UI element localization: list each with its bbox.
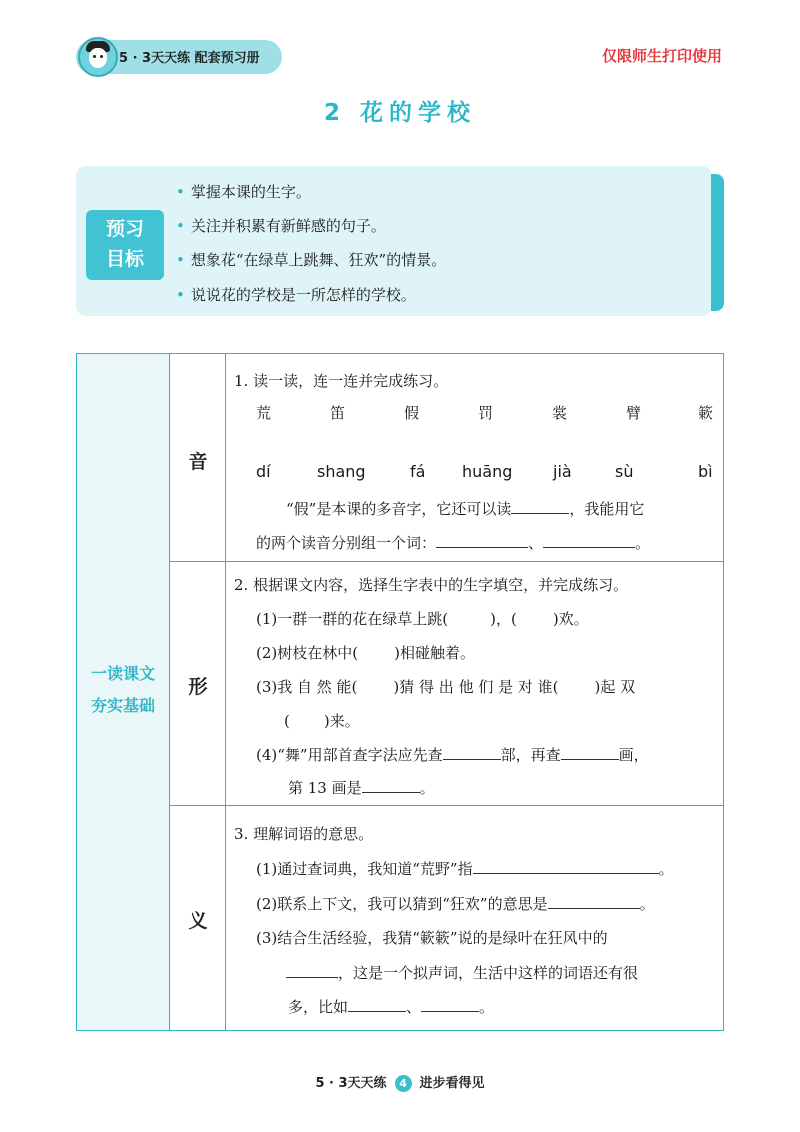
footer-series: 5 · 3天天练 — [315, 1076, 387, 1091]
series-label: 5 · 3天天练 配套预习册 — [119, 51, 260, 66]
text-part: “假”是本课的多音字，它还可以读 — [286, 500, 512, 518]
bullet-icon: • — [176, 251, 185, 269]
text-part: 、 — [406, 998, 422, 1016]
pinyin: sù — [615, 462, 634, 481]
text-part: )起 双 — [594, 678, 636, 696]
section-label-sound: 音 — [188, 451, 208, 473]
side-label — [77, 658, 169, 722]
character: 簌 — [698, 404, 714, 422]
row-divider — [170, 561, 724, 562]
text-part: 。 — [639, 895, 655, 913]
text-part: 、 — [528, 534, 544, 552]
print-notice: 仅限师生打印使用 — [601, 47, 722, 65]
footer-slogan: 进步看得见 — [419, 1076, 485, 1091]
text-part: 第 13 画是 — [288, 779, 362, 797]
meaning-item-3-cont2 — [288, 996, 494, 1017]
shape-sentence-4-cont — [288, 777, 435, 798]
goal-text: 关注并积累有新鲜感的句子。 — [190, 217, 386, 235]
answer-blank[interactable] — [543, 533, 635, 548]
shape-sentence-2 — [256, 642, 475, 663]
character: 假 — [404, 404, 420, 422]
text-part: 的两个读音分别组一个词： — [256, 534, 437, 552]
text-part: (1)一群一群的花在绿草上跳( — [256, 610, 449, 628]
answer-blank[interactable] — [548, 894, 640, 909]
text-part: (2)树枝在林中( — [256, 644, 359, 662]
goals-label-line1: 预习 — [105, 218, 144, 240]
character: 裳 — [552, 404, 568, 422]
character: 罚 — [478, 404, 494, 422]
pinyin: bì — [698, 462, 713, 481]
text-part: (1)通过查词典，我知道“荒野”指 — [256, 860, 473, 878]
character: 臂 — [626, 404, 642, 422]
text-part: ，这是一个拟声词，生活中这样的词语还有很 — [338, 964, 639, 982]
bullet-icon: • — [176, 217, 185, 235]
section-label-shape: 形 — [188, 676, 208, 698]
answer-blank[interactable] — [473, 859, 659, 874]
text-part: 。 — [635, 534, 651, 552]
shape-sentence-4 — [256, 744, 649, 765]
text-part: )来。 — [323, 712, 360, 730]
text-part: 部，再查 — [500, 746, 561, 764]
bullet-icon: • — [176, 183, 185, 201]
table-divider — [225, 353, 226, 1031]
goals-side-tab — [711, 174, 724, 311]
text-part: (4)“舞”用部首查字法应先查 — [256, 746, 443, 764]
answer-blank[interactable] — [348, 997, 406, 1012]
pinyin: shang — [317, 462, 366, 481]
text-part: )相碰触着。 — [394, 644, 475, 662]
meaning-item-2 — [256, 893, 655, 914]
goal-item — [176, 249, 446, 270]
answer-blank[interactable] — [286, 963, 338, 978]
question-2: 2. 根据课文内容，选择生字表中的生字填空，并完成练习。 — [234, 576, 629, 594]
side-label-line1: 一读课文 — [90, 664, 155, 683]
text-part: )，( — [490, 610, 517, 628]
row-divider — [170, 805, 724, 806]
text-part: (3)我 自 然 能( — [256, 678, 358, 696]
text-part: 画， — [618, 746, 649, 764]
goal-text: 想象花“在绿草上跳舞、狂欢”的情景。 — [190, 251, 447, 269]
character: 笛 — [330, 404, 346, 422]
text-part: 多，比如 — [288, 998, 349, 1016]
page-number: 4 — [395, 1075, 412, 1092]
bullet-icon: • — [176, 286, 185, 304]
text-part: (2)联系上下文，我可以猜到“狂欢”的意思是 — [256, 895, 548, 913]
shape-sentence-3-cont — [284, 710, 360, 731]
pinyin: dí — [256, 462, 271, 481]
character: 荒 — [256, 404, 272, 422]
text-part: ，我能用它 — [569, 500, 645, 518]
text-part: )欢。 — [552, 610, 589, 628]
sound-line-1 — [286, 498, 644, 519]
meaning-item-3-cont — [286, 962, 638, 983]
answer-blank[interactable] — [362, 778, 420, 793]
answer-blank[interactable] — [436, 533, 528, 548]
text-part: )猜 得 出 他 们 是 对 谁( — [393, 678, 559, 696]
question-3: 3. 理解词语的意思。 — [234, 825, 374, 843]
meaning-item-1 — [256, 858, 674, 879]
meaning-item-3: (3)结合生活经验，我猜“簌簌”说的是绿叶在狂风中的 — [256, 929, 608, 947]
goal-item — [176, 215, 386, 236]
shape-sentence-3 — [256, 676, 635, 697]
answer-blank[interactable] — [443, 745, 501, 760]
answer-blank[interactable] — [561, 745, 619, 760]
pinyin: huāng — [462, 462, 513, 481]
goal-text: 说说花的学校是一所怎样的学校。 — [190, 286, 416, 304]
goal-text: 掌握本课的生字。 — [190, 183, 311, 201]
answer-blank[interactable] — [511, 499, 569, 514]
table-divider — [169, 353, 170, 1031]
section-label-meaning: 义 — [188, 910, 208, 932]
page-footer — [0, 1072, 800, 1092]
side-label-line2: 夯实基础 — [90, 696, 155, 715]
text-part: 。 — [479, 998, 495, 1016]
pinyin: jià — [553, 462, 572, 481]
goal-item — [176, 284, 416, 305]
text-part: 。 — [658, 860, 674, 878]
question-1: 1. 读一读，连一连并完成练习。 — [234, 372, 449, 390]
goals-label-line2: 目标 — [105, 248, 144, 270]
goals-label — [86, 210, 164, 280]
lesson-title: 2 花的学校 — [323, 100, 476, 126]
pinyin: fá — [410, 462, 426, 481]
answer-blank[interactable] — [421, 997, 479, 1012]
sound-line-2 — [256, 532, 650, 553]
mascot-icon — [78, 37, 118, 77]
goal-item — [176, 181, 311, 202]
shape-sentence-1 — [256, 608, 589, 629]
text-part: ( — [284, 712, 290, 730]
text-part: 。 — [419, 779, 435, 797]
